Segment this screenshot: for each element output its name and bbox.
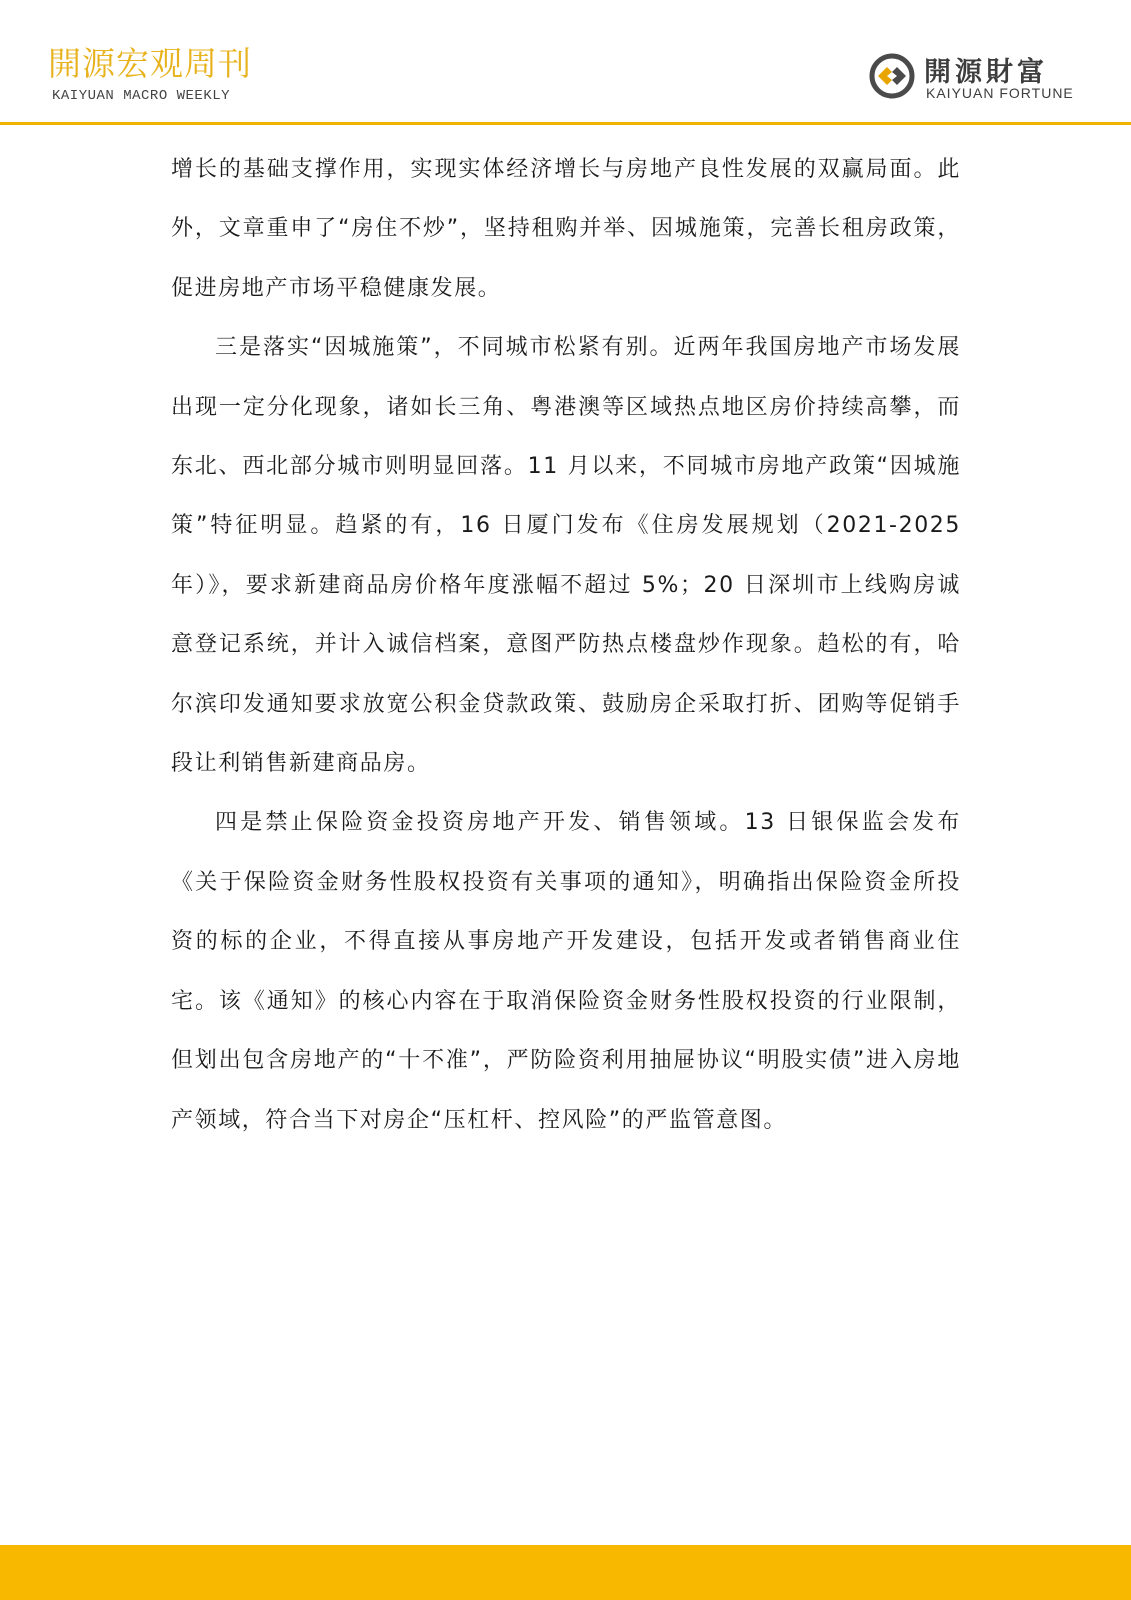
kaiyuan-fortune-logo-icon (868, 52, 916, 100)
header-divider (0, 122, 1131, 125)
masthead-title: 開源宏观周刊 (48, 44, 252, 83)
brand-name: 開源財富 (924, 57, 1048, 88)
paragraph-point-three: 三是落实“因城施策”，不同城市松紧有别。近两年我国房地产市场发展出现一定分化现象，诸如长三角、粤港澳等区域热点地区房价持续高攀，而东北、西北部分城市则明显回落。11 月以来，不同城市房地产政策“因城施策”特征明显。趋紧的有，16 日厦门发布《住房发展规划（2021-2025 年）》，要求新建商品房价格年度涨幅不超过 5%；20 日深圳市上线购房诚意登记系统，并计入诚信档案，意图严防热点楼盘炒作现象。趋松的有，哈尔滨印发通知要求放宽公积金贷款政策、鼓励房企采取打折、团购等促销手段让利销售新建商品房。 (171, 335, 961, 777)
brand-subtitle: KAIYUAN FORTUNE (926, 85, 1074, 101)
brand-block (868, 50, 1088, 106)
page-header (0, 0, 1131, 125)
paragraph-continuation: 增长的基础支撑作用，实现实体经济增长与房地产良性发展的双赢局面。此外，文章重申了“房住不炒”，坚持租购并举、因城施策，完善长租房政策，促进房地产市场平稳健康发展。 (171, 157, 961, 301)
article-body (171, 140, 961, 1150)
footer-band (0, 1545, 1131, 1600)
masthead-subtitle: KAIYUAN MACRO WEEKLY (52, 88, 231, 104)
paragraph-point-four: 四是禁止保险资金投资房地产开发、销售领域。13 日银保监会发布《关于保险资金财务性股权投资有关事项的通知》，明确指出保险资金所投资的标的企业，不得直接从事房地产开发建设，包括开发或者销售商业住宅。该《通知》的核心内容在于取消保险资金财务性股权投资的行业限制，但划出包含房地产的“十不准”，严防险资利用抽屉协议“明股实债”进入房地产领域，符合当下对房企“压杠杆、控风险”的严监管意图。 (171, 810, 961, 1133)
